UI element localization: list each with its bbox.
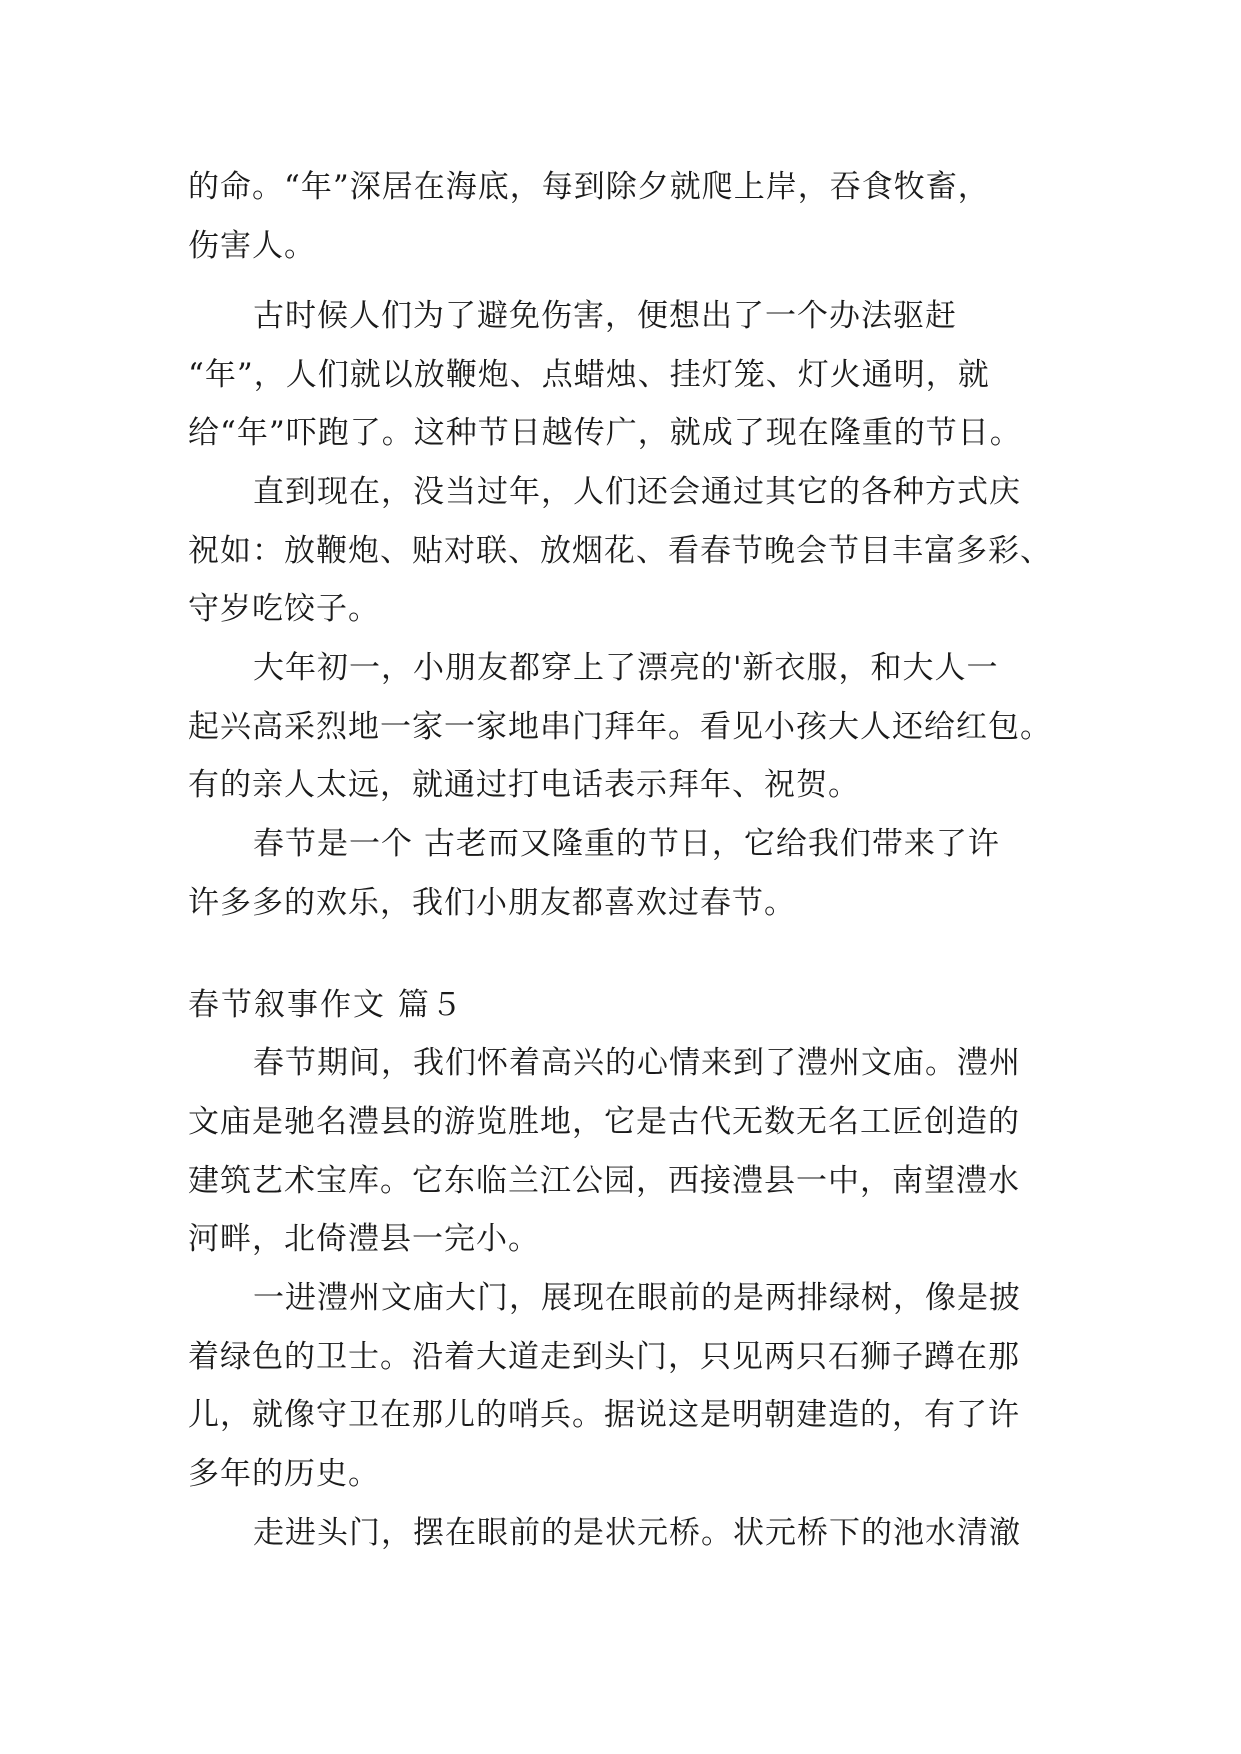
text-line: 多年的历史。 <box>188 1456 380 1492</box>
text-line: 守岁吃饺子。 <box>188 591 380 627</box>
text-line: 一进澧州文庙大门，展现在眼前的是两排绿树，像是披 <box>253 1280 1021 1316</box>
text-line: 起兴高采烈地一家一家地串门拜年。看见小孩大人还给红包。 <box>188 709 1052 745</box>
text-line: 春节是一个 古老而又隆重的节日，它给我们带来了许 <box>253 826 1000 862</box>
text-line: 祝如：放鞭炮、贴对联、放烟花、看春节晚会节目丰富多彩、 <box>188 533 1052 569</box>
text-line: 的命。“年”深居在海底，每到除夕就爬上岸，吞食牧畜， <box>188 169 990 205</box>
text-line: 文庙是驰名澧县的游览胜地，它是古代无数无名工匠创造的 <box>188 1104 1020 1140</box>
text-line: 着绿色的卫士。沿着大道走到头门，只见两只石狮子蹲在那 <box>188 1339 1020 1375</box>
section-heading: 春节叙事作文 篇５ <box>188 987 464 1023</box>
text-line: 大年初一，小朋友都穿上了漂亮的'新衣服，和大人一 <box>253 650 999 686</box>
text-line: “年”，人们就以放鞭炮、点蜡烛、挂灯笼、灯火通明，就 <box>188 357 990 393</box>
text-line: 许多多的欢乐，我们小朋友都喜欢过春节。 <box>188 885 796 921</box>
text-line: 有的亲人太远，就通过打电话表示拜年、祝贺。 <box>188 767 860 803</box>
text-line: 古时候人们为了避免伤害，便想出了一个办法驱赶 <box>253 298 957 334</box>
text-line: 儿，就像守卫在那儿的哨兵。据说这是明朝建造的，有了许 <box>188 1397 1020 1433</box>
text-line: 春节期间，我们怀着高兴的心情来到了澧州文庙。澧州 <box>253 1045 1021 1081</box>
text-line: 河畔，北倚澧县一完小。 <box>188 1221 540 1257</box>
text-line: 走进头门，摆在眼前的是状元桥。状元桥下的池水清澈 <box>253 1515 1021 1551</box>
text-line: 建筑艺术宝库。它东临兰江公园，西接澧县一中，南望澧水 <box>188 1163 1020 1199</box>
text-line: 给“年”吓跑了。这种节日越传广，就成了现在隆重的节日。 <box>188 415 1022 451</box>
text-line: 伤害人。 <box>188 228 316 264</box>
text-line: 直到现在，没当过年，人们还会通过其它的各种方式庆 <box>253 474 1021 510</box>
